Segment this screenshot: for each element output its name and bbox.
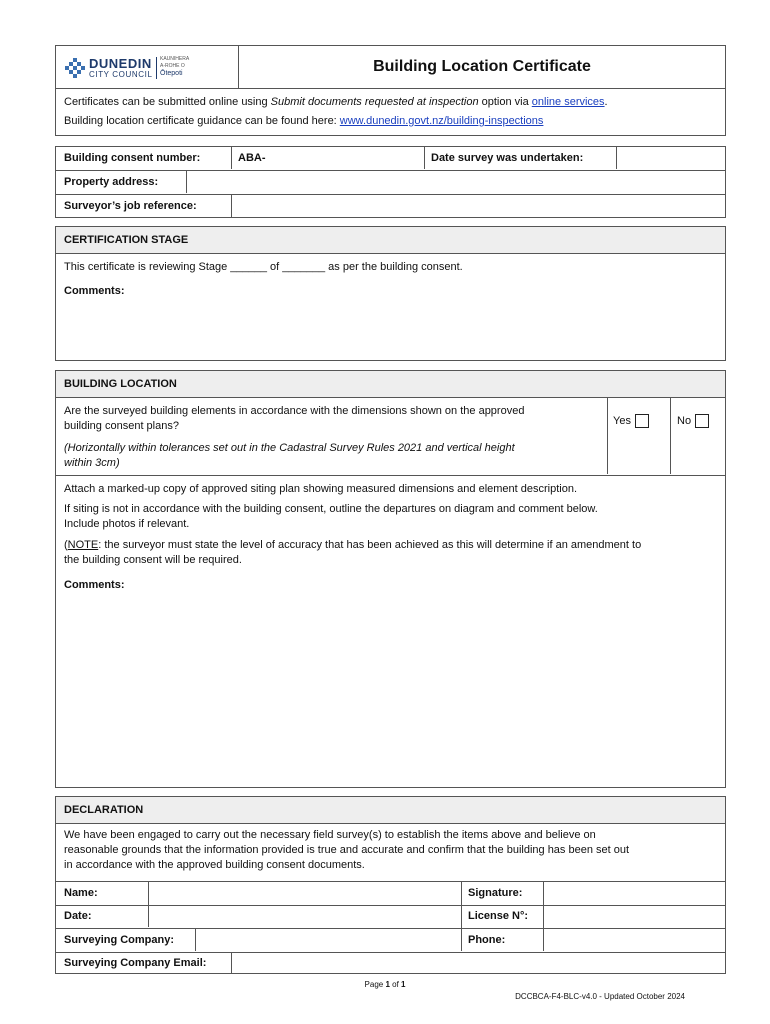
phone-field[interactable] bbox=[544, 929, 725, 952]
logo-subname: CITY COUNCIL bbox=[89, 70, 153, 79]
date-field[interactable] bbox=[149, 906, 460, 928]
company-label: Surveying Company: bbox=[64, 934, 175, 946]
intro-line-1: Certificates can be submitted online using Submit documents requested at inspection option via online services. bbox=[64, 96, 608, 108]
email-label: Surveying Company Email: bbox=[64, 957, 207, 969]
no-option[interactable]: No bbox=[677, 414, 709, 428]
siting-instruction: If siting is not in accordance with the building consent, outline the departures on diagram and comment below. Include photos if relevant. bbox=[64, 503, 598, 530]
yes-option[interactable]: Yes bbox=[613, 414, 649, 428]
page-number: Page 1 of 1 bbox=[364, 980, 406, 989]
consent-number-field[interactable]: ABA- bbox=[238, 152, 266, 164]
signature-field[interactable] bbox=[544, 882, 725, 905]
license-field[interactable] bbox=[544, 906, 725, 928]
company-field[interactable] bbox=[196, 929, 460, 952]
certification-comments-field[interactable] bbox=[56, 301, 725, 360]
declaration-section bbox=[55, 796, 726, 974]
consent-table bbox=[55, 146, 726, 218]
intro-box bbox=[55, 88, 726, 136]
date-label: Date: bbox=[64, 910, 92, 922]
survey-date-label: Date survey was undertaken: bbox=[431, 152, 584, 164]
logo-maori-3: Ōtepoti bbox=[160, 70, 183, 77]
license-label: License N°: bbox=[468, 910, 529, 922]
property-address-field[interactable] bbox=[187, 171, 725, 194]
logo-emblem-icon bbox=[64, 57, 86, 79]
guidance-link[interactable]: www.dunedin.govt.nz/building-inspections bbox=[339, 115, 544, 127]
header-box bbox=[55, 45, 726, 89]
accuracy-note: (NOTE: the surveyor must state the level of accuracy that has been achieved as this will determine if an amendment to the building consent will be required. bbox=[64, 539, 642, 566]
no-checkbox[interactable] bbox=[695, 414, 709, 428]
consent-number-label: Building consent number: bbox=[64, 152, 201, 164]
dcc-logo bbox=[64, 56, 234, 82]
logo-maori-2: A-ROHE O bbox=[160, 63, 185, 69]
phone-label: Phone: bbox=[468, 934, 506, 946]
email-field[interactable] bbox=[232, 953, 725, 973]
declaration-heading: DECLARATION bbox=[64, 804, 144, 816]
declaration-text: We have been engaged to carry out the necessary field survey(s) to establish the items above and believe on reasonable grounds that the information provided is true and accurate and confirm that the building has been set out in accordance with the approved building consent documents. bbox=[64, 829, 630, 871]
tolerance-note: (Horizontally within tolerances set out in the Cadastral Survey Rules 2021 and vertical height within 3cm) bbox=[64, 442, 515, 469]
signature-label: Signature: bbox=[468, 887, 523, 899]
online-services-link[interactable]: online services bbox=[531, 96, 605, 108]
job-reference-field[interactable] bbox=[232, 195, 725, 217]
logo-name: DUNEDIN bbox=[89, 56, 152, 71]
certification-section bbox=[55, 226, 726, 361]
attach-instruction: Attach a marked-up copy of approved siting plan showing measured dimensions and element description. bbox=[64, 483, 578, 495]
job-reference-label: Surveyor’s job reference: bbox=[64, 200, 197, 212]
intro-line-2: Building location certificate guidance can be found here: www.dunedin.govt.nz/building-inspections bbox=[64, 115, 544, 127]
certification-comments-label: Comments: bbox=[64, 285, 125, 297]
logo-maori-1: KAUNIHERA bbox=[160, 56, 190, 62]
accordance-question: Are the surveyed building elements in accordance with the dimensions shown on the approved building consent plans? bbox=[64, 405, 525, 432]
page-title: Building Location Certificate bbox=[373, 58, 591, 75]
yes-checkbox[interactable] bbox=[635, 414, 649, 428]
name-field[interactable] bbox=[149, 882, 460, 905]
stage-text: This certificate is reviewing Stage ______ of _______ as per the building consent. bbox=[64, 261, 463, 273]
location-heading: BUILDING LOCATION bbox=[64, 378, 177, 390]
location-comments-field[interactable] bbox=[56, 595, 725, 787]
document-code: DCCBCA-F4-BLC-v4.0 - Updated October 2024 bbox=[515, 992, 685, 1001]
name-label: Name: bbox=[64, 887, 98, 899]
property-address-label: Property address: bbox=[64, 176, 159, 188]
survey-date-field[interactable] bbox=[617, 147, 725, 170]
location-comments-label: Comments: bbox=[64, 579, 125, 591]
certification-heading: CERTIFICATION STAGE bbox=[64, 234, 189, 246]
building-location-section bbox=[55, 370, 726, 788]
